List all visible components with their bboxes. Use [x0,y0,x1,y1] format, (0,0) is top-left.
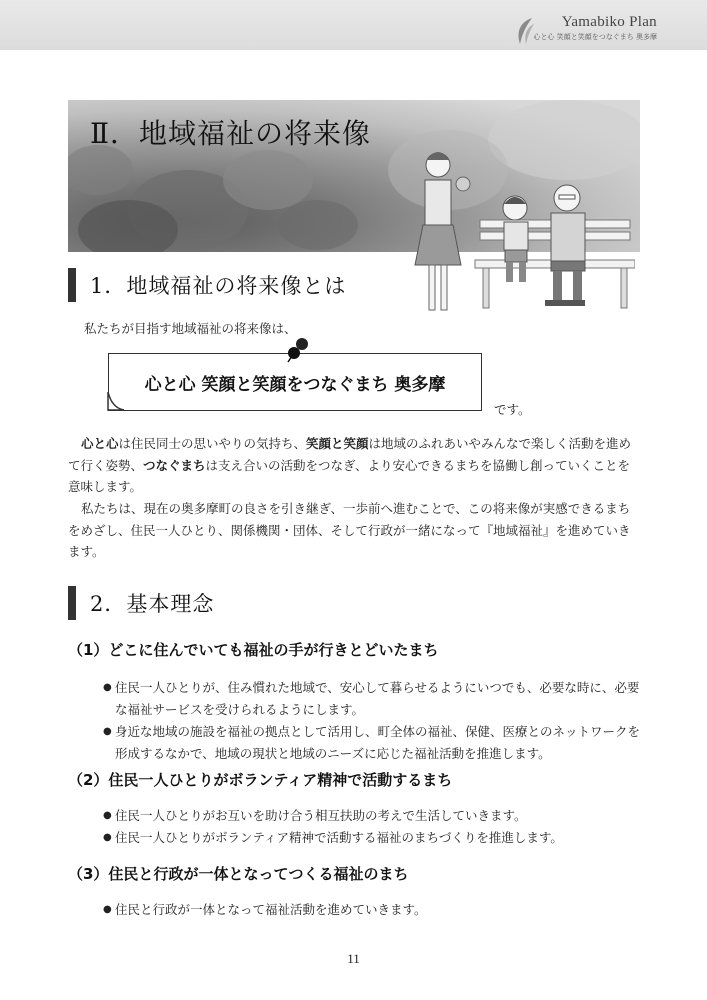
text-part: は地域のふれあいやみんなで楽しく活動を進めて行く姿勢、 [68,436,632,473]
list-item: ● 身近な地域の施設を福祉の拠点として活用し、町全体の福祉、保健、医療とのネットワークを形成するなかで、地域の現状と地域のニーズに応じた福祉活動を推進します。 [103,721,643,765]
principle-2-bullets [103,805,643,849]
principle-1-title: （1）どこに住んでいても福祉の手が行きとどいたまち [68,641,439,659]
section-bar [68,268,76,302]
text-part: は住民同士の思いやりの気持ち、 [118,436,307,451]
curl-corner-icon [104,390,128,414]
section-bar [68,586,76,620]
section2-title: 2．基本理念 [90,592,215,616]
page-number: 11 [347,951,360,966]
intro-text: 私たちが目指す地域福祉の将来像は、 [84,321,297,336]
text-part: は支え合いの活動をつなぎ、より安心できるまちを協働し創っていくことを意味します。 [68,457,631,494]
list-item: ● 住民と行政が一体となって福祉活動を進めていきます。 [103,899,643,921]
section2-heading [68,586,214,620]
list-item: ● 住民一人ひとりがお互いを助け合う相互扶助の考えで生活していきます。 [103,805,643,827]
list-item: ● 住民一人ひとりが、住み慣れた地域で、安心して暮らせるようにいつでも、必要な時に、必要な福祉サービスを受けられるようにします。 [103,677,643,721]
term-tsunagu: つなぐまち [143,457,206,473]
principle-3-bullets [103,899,643,921]
principle-2-title: （2）住民一人ひとりがボランティア精神で活動するまち [68,771,453,789]
brand [534,14,657,42]
principle-1-bullets [103,677,643,765]
term-egao: 笑顔と笑顔 [306,436,369,451]
desu-text: です。 [494,402,531,417]
vision-text: 心と心 笑顔と笑顔をつなぐまち 奥多摩 [144,374,446,395]
brand-subtitle: 心と心 笑顔と笑顔をつなぐまち 奥多摩 [533,33,657,41]
brand-title: Yamabiko Plan [561,14,657,30]
list-item: ● 住民一人ひとりがボランティア精神で活動する福祉のまちづくりを推進します。 [103,827,643,849]
pushpin-icon [284,336,310,364]
section1-heading [68,268,346,302]
paragraph-vision-meaning [68,433,640,498]
section1-title: 1．地域福祉の将来像とは [90,274,347,298]
family-illustration [405,140,635,320]
hero-title: Ⅱ．地域福祉の将来像 [90,117,372,150]
principle-3-title: （3）住民と行政が一体となってつくる福祉のまち [68,865,409,883]
paragraph-goal: 私たちは、現在の奥多摩町の良さを引き継ぎ、一歩前へ進むことで、この将来像が実感できるまちをめざし、住民一人ひとり、関係機関・団体、そして行政が一緒になって『地域福祉』を進めていきます。 [68,501,631,559]
term-kokoro: 心と心 [81,436,119,451]
